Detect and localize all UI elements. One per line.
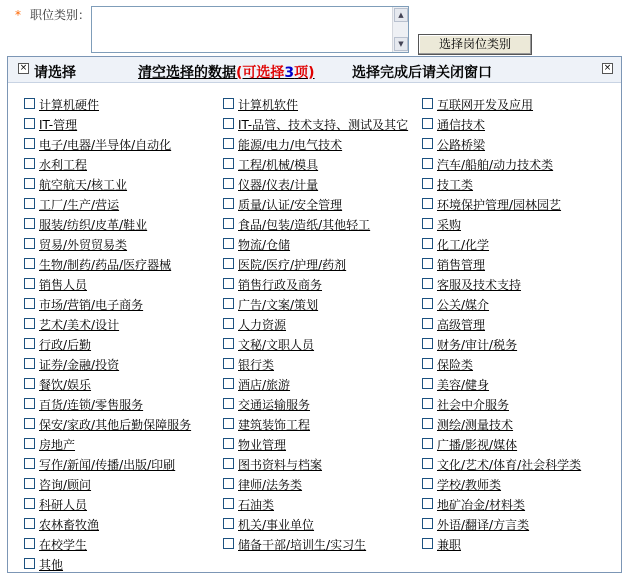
category-checkbox[interactable] xyxy=(24,298,35,309)
category-label[interactable]: 电子/电器/半导体/自动化 xyxy=(39,138,172,152)
category-label[interactable]: 保安/家政/其他后勤保障服务 xyxy=(39,418,192,432)
category-label[interactable]: 客服及技术支持 xyxy=(437,278,522,292)
clear-selection-link[interactable] xyxy=(138,62,315,82)
category-label[interactable]: 酒店/旅游 xyxy=(238,378,291,392)
category-label[interactable]: 咨询/顾问 xyxy=(39,478,92,492)
category-checkbox[interactable] xyxy=(422,538,433,549)
category-checkbox[interactable] xyxy=(223,478,234,489)
category-label[interactable]: 广告/文案/策划 xyxy=(238,298,319,312)
category-checkbox[interactable] xyxy=(422,478,433,489)
job-category-row xyxy=(0,0,627,58)
category-checkbox[interactable] xyxy=(24,278,35,289)
category-checkbox[interactable] xyxy=(24,218,35,229)
category-checkbox[interactable] xyxy=(223,218,234,229)
category-checkbox[interactable] xyxy=(223,378,234,389)
category-checkbox[interactable] xyxy=(223,438,234,449)
category-label[interactable]: 房地产 xyxy=(39,438,76,452)
category-label[interactable]: 物业管理 xyxy=(238,438,287,452)
close-window-tip: 选择完成后请关闭窗口 xyxy=(352,65,492,81)
category-checkbox[interactable] xyxy=(223,498,234,509)
category-checkbox[interactable] xyxy=(422,138,433,149)
category-checkbox[interactable] xyxy=(422,518,433,529)
clear-selection-label[interactable]: 清空选择的数据 xyxy=(138,65,236,81)
category-checkbox[interactable] xyxy=(422,158,433,169)
category-label[interactable]: 工厂/生产/营运 xyxy=(39,198,120,212)
category-checkbox[interactable] xyxy=(24,418,35,429)
category-label[interactable]: 写作/新闻/传播/出版/印刷 xyxy=(39,458,176,472)
category-checkbox[interactable] xyxy=(24,138,35,149)
category-label[interactable]: 交通运输服务 xyxy=(238,398,311,412)
category-checkbox[interactable] xyxy=(223,278,234,289)
category-label[interactable]: 行政/后勤 xyxy=(39,338,92,352)
category-checkbox[interactable] xyxy=(24,398,35,409)
category-label[interactable]: 水利工程 xyxy=(39,158,88,172)
category-checkbox[interactable] xyxy=(422,298,433,309)
category-checkbox[interactable] xyxy=(24,498,35,509)
category-label[interactable]: 销售人员 xyxy=(39,278,88,292)
category-label[interactable]: 证券/金融/投资 xyxy=(39,358,120,372)
category-checkbox[interactable] xyxy=(223,138,234,149)
category-checkbox[interactable] xyxy=(422,498,433,509)
category-checkbox[interactable] xyxy=(24,518,35,529)
category-label[interactable]: 图书资料与档案 xyxy=(238,458,323,472)
category-label[interactable]: 质量/认证/安全管理 xyxy=(238,198,343,212)
category-label[interactable]: 餐饮/娱乐 xyxy=(39,378,92,392)
job-category-textarea[interactable] xyxy=(91,6,409,53)
category-checkbox[interactable] xyxy=(223,458,234,469)
category-label[interactable]: 计算机软件 xyxy=(238,98,299,112)
dialog-header xyxy=(8,57,621,83)
category-label[interactable]: 销售管理 xyxy=(437,258,486,272)
category-checkbox[interactable] xyxy=(422,458,433,469)
scroll-down-icon[interactable]: ▼ xyxy=(394,37,408,51)
category-checkbox[interactable] xyxy=(24,338,35,349)
category-checkbox[interactable] xyxy=(422,118,433,129)
category-checkbox[interactable] xyxy=(223,178,234,189)
category-label[interactable]: 保险类 xyxy=(437,358,474,372)
job-category-label: 职位类别： xyxy=(30,8,91,22)
category-label[interactable]: 采购 xyxy=(437,218,462,232)
dialog-title: 请选择 xyxy=(34,65,76,81)
category-label[interactable]: 百货/连锁/零售服务 xyxy=(39,398,144,412)
category-checkbox[interactable] xyxy=(24,358,35,369)
category-checkbox[interactable] xyxy=(223,158,234,169)
category-checkbox[interactable] xyxy=(422,98,433,109)
category-label[interactable]: 人力资源 xyxy=(238,318,287,332)
category-label[interactable]: 农林畜牧渔 xyxy=(39,518,100,532)
category-label[interactable]: 美容/健身 xyxy=(437,378,490,392)
category-label[interactable]: 汽车/船舶/动力技术类 xyxy=(437,158,554,172)
category-checkbox[interactable] xyxy=(422,258,433,269)
category-label[interactable]: 仪器/仪表/计量 xyxy=(238,178,319,192)
category-label[interactable]: 公关/媒介 xyxy=(437,298,490,312)
category-label[interactable]: 地矿冶金/材料类 xyxy=(437,498,526,512)
category-label[interactable]: 建筑装饰工程 xyxy=(238,418,311,432)
textarea-scrollbar[interactable] xyxy=(392,7,408,52)
category-label[interactable]: 文化/艺术/体育/社会科学类 xyxy=(437,458,582,472)
category-label[interactable]: 能源/电力/电气技术 xyxy=(238,138,343,152)
category-label[interactable]: 外语/翻译/方言类 xyxy=(437,518,530,532)
category-label[interactable]: 食品/包装/造纸/其他轻工 xyxy=(238,218,371,232)
category-checkbox[interactable] xyxy=(422,378,433,389)
close-icon[interactable]: × xyxy=(19,63,28,73)
category-checkbox[interactable] xyxy=(24,478,35,489)
category-checkbox[interactable] xyxy=(223,518,234,529)
category-checkbox[interactable] xyxy=(422,438,433,449)
category-label[interactable]: 兼职 xyxy=(437,538,462,552)
category-checkbox[interactable] xyxy=(223,318,234,329)
required-mark: * xyxy=(15,8,21,22)
category-checkbox[interactable] xyxy=(223,398,234,409)
category-checkbox[interactable] xyxy=(223,298,234,309)
category-checkbox[interactable] xyxy=(24,258,35,269)
category-checkbox[interactable] xyxy=(24,538,35,549)
category-label[interactable]: 文秘/文职人员 xyxy=(238,338,315,352)
category-label[interactable]: 石油类 xyxy=(238,498,275,512)
category-checkbox[interactable] xyxy=(223,538,234,549)
category-checkbox[interactable] xyxy=(223,338,234,349)
category-label[interactable]: 艺术/美术/设计 xyxy=(39,318,120,332)
category-label[interactable]: 环境保护管理/园林园艺 xyxy=(437,198,562,212)
category-checkbox[interactable] xyxy=(24,98,35,109)
category-label[interactable]: 工程/机械/模具 xyxy=(238,158,319,172)
category-checkbox[interactable] xyxy=(24,238,35,249)
category-checkbox[interactable] xyxy=(24,438,35,449)
category-checkbox[interactable] xyxy=(24,158,35,169)
category-checkbox[interactable] xyxy=(223,118,234,129)
category-checkbox[interactable] xyxy=(24,458,35,469)
category-label[interactable]: 广播/影视/媒体 xyxy=(437,438,518,452)
category-checkbox[interactable] xyxy=(24,378,35,389)
category-label[interactable]: 公路桥梁 xyxy=(437,138,486,152)
category-checkbox[interactable] xyxy=(24,198,35,209)
category-label[interactable]: 生物/制药/药品/医疗器械 xyxy=(39,258,172,272)
category-checkbox[interactable] xyxy=(422,398,433,409)
category-checkbox[interactable] xyxy=(422,318,433,329)
category-label[interactable]: 互联网开发及应用 xyxy=(437,98,534,112)
category-checkbox[interactable] xyxy=(223,358,234,369)
category-checkbox[interactable] xyxy=(24,318,35,329)
category-label[interactable]: 医院/医疗/护理/药剂 xyxy=(238,258,347,272)
select-job-category-button[interactable]: 选择岗位类别 xyxy=(418,34,532,55)
category-label[interactable]: 储备干部/培训生/实习生 xyxy=(238,538,367,552)
category-checkbox[interactable] xyxy=(223,198,234,209)
category-label[interactable]: 科研人员 xyxy=(39,498,88,512)
category-checkbox[interactable] xyxy=(422,418,433,429)
category-checkbox[interactable] xyxy=(24,558,35,569)
category-selection-dialog xyxy=(7,56,622,573)
category-label[interactable]: IT-品管、技术支持、测试及其它 xyxy=(238,118,409,132)
selection-limit-hint: (可选择3项) xyxy=(236,65,315,81)
category-label[interactable]: 测绘/测量技术 xyxy=(437,418,514,432)
category-checkbox[interactable] xyxy=(422,178,433,189)
category-checkbox[interactable] xyxy=(422,338,433,349)
category-checkbox[interactable] xyxy=(223,258,234,269)
category-checkbox[interactable] xyxy=(422,238,433,249)
category-label[interactable]: 服装/纺织/皮革/鞋业 xyxy=(39,218,148,232)
category-checkbox[interactable] xyxy=(422,358,433,369)
category-label[interactable]: 航空航天/核工业 xyxy=(39,178,128,192)
category-label[interactable]: 学校/教师类 xyxy=(437,478,502,492)
category-checkbox[interactable] xyxy=(422,278,433,289)
category-label[interactable]: 社会中介服务 xyxy=(437,398,510,412)
category-label[interactable]: 高级管理 xyxy=(437,318,486,332)
category-label[interactable]: 市场/营销/电子商务 xyxy=(39,298,144,312)
category-label[interactable]: 销售行政及商务 xyxy=(238,278,323,292)
category-label[interactable]: 律师/法务类 xyxy=(238,478,303,492)
category-label[interactable]: 在校学生 xyxy=(39,538,88,552)
category-checkbox[interactable] xyxy=(24,118,35,129)
category-label[interactable]: 化工/化学 xyxy=(437,238,490,252)
category-label[interactable]: 财务/审计/税务 xyxy=(437,338,518,352)
scroll-up-icon[interactable]: ▲ xyxy=(394,8,408,22)
category-checkbox[interactable] xyxy=(223,418,234,429)
category-label[interactable]: 银行类 xyxy=(238,358,275,372)
category-checkbox[interactable] xyxy=(24,178,35,189)
category-label[interactable]: 计算机硬件 xyxy=(39,98,100,112)
category-label[interactable]: 物流/仓储 xyxy=(238,238,291,252)
category-checkbox[interactable] xyxy=(223,98,234,109)
category-label[interactable]: 其他 xyxy=(39,558,64,572)
category-label[interactable]: 通信技术 xyxy=(437,118,486,132)
category-label[interactable]: 贸易/外贸贸易类 xyxy=(39,238,128,252)
category-checkbox[interactable] xyxy=(422,218,433,229)
category-label[interactable]: 机关/事业单位 xyxy=(238,518,315,532)
close-icon[interactable]: × xyxy=(603,63,612,73)
category-label[interactable]: IT-管理 xyxy=(39,118,78,132)
category-checkbox[interactable] xyxy=(223,238,234,249)
category-label[interactable]: 技工类 xyxy=(437,178,474,192)
category-checkbox[interactable] xyxy=(422,198,433,209)
